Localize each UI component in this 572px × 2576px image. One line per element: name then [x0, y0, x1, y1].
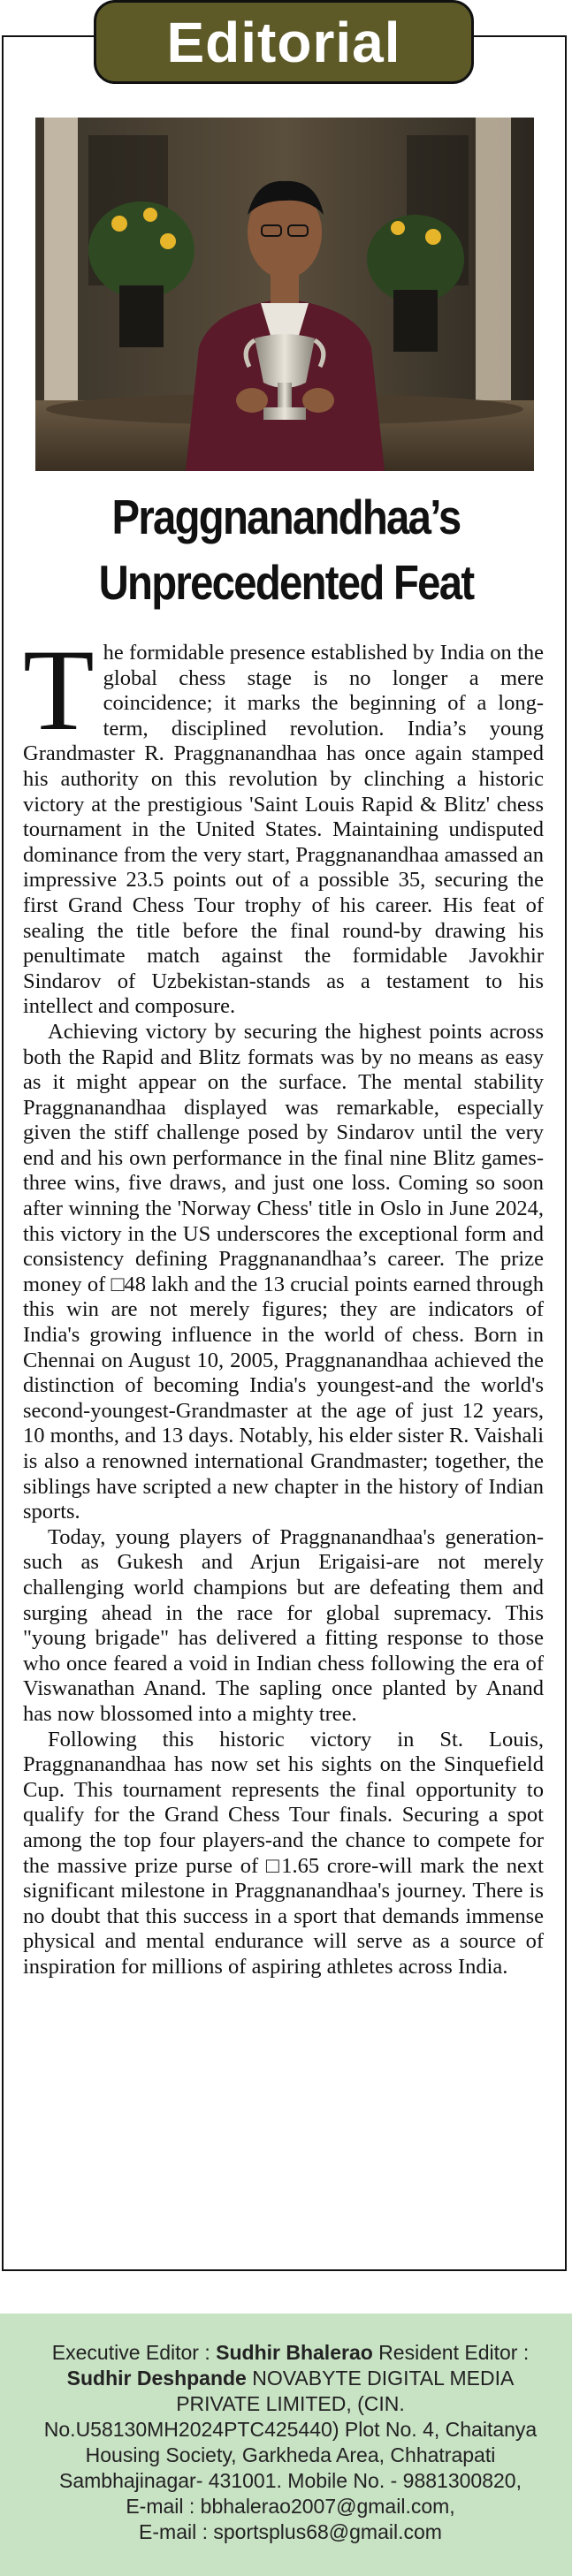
imprint-footer	[0, 2314, 572, 2576]
article-photo	[35, 118, 534, 471]
article-paragraph: Today, young players of Praggnanandhaa's generation-such as Gukesh and Arjun Erigaisi-are not merely challenging world champions but are defeating them and surging ahead in the race for global supremacy. This "young brigade" has delivered a fitting response to those who once feared a void in Indian chess following the era of Viswanathan Anand. The sapling once planted by Anand has now blossomed into a mighty tree.	[23, 1524, 544, 1726]
editorial-banner	[94, 0, 474, 84]
article-paragraph: Following this historic victory in St. Louis, Praggnanandhaa has now set his sights on the Sinquefield Cup. This tournament represents the final opportunity to qualify for the Grand Chess Tour finals. Securing a spot among the top four players-and the chance to compete for the massive prize purse of □1.65 crore-will mark the next significant milestone in Praggnanandhaa's journey. There is no doubt that this success in a sport that demands immense physical and mental endurance will serve as a source of inspiration for millions of aspiring athletes across India.	[23, 1727, 544, 1979]
exec-editor-label: Executive Editor :	[51, 2341, 217, 2364]
headline-line-2: Unprecedented Feat	[98, 555, 474, 610]
resident-editor-name: Sudhir Deshpande	[66, 2367, 247, 2390]
headline-line-1: Praggnanandhaa’s	[111, 490, 461, 544]
drop-cap: T	[23, 625, 95, 755]
article-paragraph	[23, 625, 544, 1020]
photo-illustration	[35, 118, 534, 471]
banner-title: Editorial	[166, 10, 401, 74]
email-primary: E-mail : bbhalerao2007@gmail.com,	[126, 2495, 455, 2518]
article-headline	[55, 484, 516, 615]
exec-editor-name: Sudhir Bhalerao	[216, 2341, 373, 2364]
article-paragraph: Achieving victory by securing the highest points across both the Rapid and Blitz formats was by no means as easy as it might appear on the surface. The mental stability Praggnanandhaa displayed was remarkable, especially given the stiff challenge posed by Sindarov until the very end and his own performance in the final nine Blitz games-three wins, five draws, and just one loss. Coming so soon after winning the 'Norway Chess' title in Oslo in June 2024, this victory in the US underscores the exceptional form and consistency defining Praggnanandhaa’s career. The prize money of □48 lakh and the 13 crucial points earned through this win are not merely figures; they are indicators of India's growing influence in the world of chess. Born in Chennai on August 10, 2005, Praggnanandhaa achieved the distinction of becoming India's youngest-and the world's second-youngest-Grandmaster at the age of just 12 years, 10 months, and 13 days. Notably, his elder sister R. Vaishali is also a renowned international Grandmaster; together, the siblings have scripted a new chapter in the history of Indian sports.	[23, 1019, 544, 1524]
paragraph-text: he formidable presence established by India on the global chess stage is no longer a mere coincidence; it marks the beginning of a long-term, disciplined revolution. India’s young Grandmaster R. Praggnanandhaa has once again stamped his authority on this revolution by clinching a historic victory at the prestigious 'Saint Louis Rapid & Blitz' chess tournament in the United States. Maintaining undisputed dominance from the very start, Praggnanandhaa amassed an impressive 23.5 points out of a possible 35, securing the first Grand Chess Tour trophy of his career. His feat of sealing the title before the final round-by drawing his penultimate match against the formidable Javokhir Sindarov of Uzbekistan-stands as a testament to his intellect and composure.	[23, 641, 544, 1019]
resident-editor-label: Resident Editor :	[372, 2341, 530, 2364]
publisher-details: NOVABYTE DIGITAL MEDIA PRIVATE LIMITED, (CIN. No.U58130MH2024PTC425440) Plot No. 4, Chaitanya Housing Society, Garkheda Area, Chhatrapati Sambhajinagar- 431001. Mobile No. - 9881300820,	[43, 2367, 538, 2492]
imprint-text	[41, 2340, 540, 2545]
email-secondary: E-mail : sportsplus68@gmail.com	[139, 2520, 442, 2543]
article-body	[23, 625, 544, 1979]
